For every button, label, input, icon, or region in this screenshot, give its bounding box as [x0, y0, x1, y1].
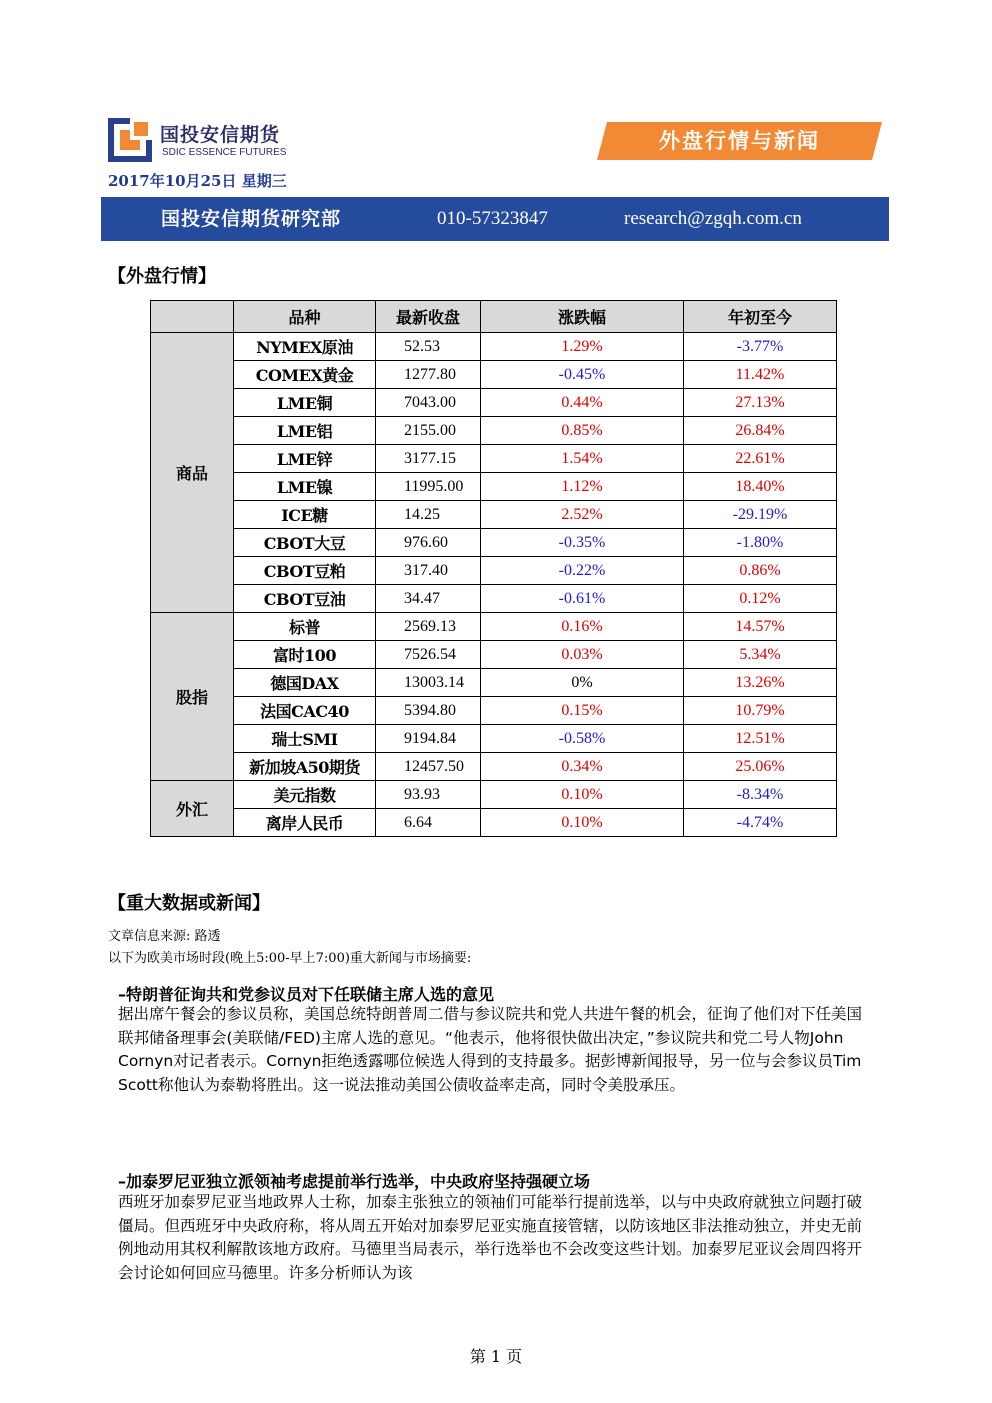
close-price-cell: 317.40: [376, 557, 481, 585]
change-cell: -0.58%: [481, 725, 684, 753]
variety-name-cell: LME锌: [234, 445, 376, 473]
ytd-cell: 0.86%: [684, 557, 837, 585]
page-number: 第 1 页: [469, 1347, 523, 1366]
variety-name-cell: 瑞士SMI: [234, 725, 376, 753]
phone-number: 010-57323847: [437, 208, 548, 229]
ytd-cell: -3.77%: [684, 333, 837, 361]
close-price-cell: 52.53: [376, 333, 481, 361]
table-row: [151, 473, 837, 501]
close-price-cell: 34.47: [376, 585, 481, 613]
variety-name-cell: LME镍: [234, 473, 376, 501]
market-section-title: 【外盘行情】: [108, 266, 216, 287]
table-row: [151, 613, 837, 641]
header-change: 涨跌幅: [481, 301, 684, 333]
change-cell: 0.16%: [481, 613, 684, 641]
change-cell: -0.61%: [481, 585, 684, 613]
news-source: 文章信息来源: 路透: [108, 929, 221, 944]
close-price-cell: 7526.54: [376, 641, 481, 669]
logo-mark-icon: [108, 118, 152, 162]
news-body: 据出席午餐会的参议员称，美国总统特朗普周二借与参议院共和党人共进午餐的机会，征询了他们对下任美国联邦储备理事会(美联储/FED)主席人选的意见。“他表示，他将很快做出决定，”参议院共和党二号人物John Cornyn对记者表示。Cornyn拒绝透露哪位候选人得到的支持最多。据彭博新闻报导，另一位与会参议员Tim Scott称他认为泰勒将胜出。这一说法推动美国公债收益率走高，同时令美股承压。: [118, 1005, 863, 1094]
close-price-cell: 2155.00: [376, 417, 481, 445]
news-body: 西班牙加泰罗尼亚当地政界人士称，加泰主张独立的领袖们可能举行提前选举，以与中央政府就独立问题打破僵局。但西班牙中央政府称，将从周五开始对加泰罗尼亚实施直接管辖，以防该地区非法推动独立，并史无前例地动用其权利解散该地方政府。马德里当局表示，举行选举也不会改变这些计划。加泰罗尼亚议会周四将开会讨论如何回应马德里。许多分析师认为该: [118, 1193, 863, 1282]
report-date: 2017年10月25日 星期三: [108, 172, 287, 190]
variety-name-cell: 美元指数: [234, 781, 376, 809]
ytd-cell: 27.13%: [684, 389, 837, 417]
table-row: [151, 725, 837, 753]
change-cell: -0.35%: [481, 529, 684, 557]
header-close: 最新收盘: [376, 301, 481, 333]
table-header-row: [151, 301, 837, 333]
variety-name-cell: COMEX黄金: [234, 361, 376, 389]
ytd-cell: 14.57%: [684, 613, 837, 641]
ytd-cell: 5.34%: [684, 641, 837, 669]
variety-name-cell: CBOT豆油: [234, 585, 376, 613]
close-price-cell: 1277.80: [376, 361, 481, 389]
close-price-cell: 976.60: [376, 529, 481, 557]
variety-name-cell: 富时100: [234, 641, 376, 669]
change-cell: 2.52%: [481, 501, 684, 529]
email-address[interactable]: research@zgqh.com.cn: [624, 208, 802, 229]
close-price-cell: 5394.80: [376, 697, 481, 725]
table-body: [151, 333, 837, 837]
close-price-cell: 9194.84: [376, 725, 481, 753]
category-cell: 股指: [151, 613, 234, 781]
table-row: [151, 333, 837, 361]
table-row: [151, 585, 837, 613]
ytd-cell: 22.61%: [684, 445, 837, 473]
table-corner-cell: [151, 301, 234, 333]
table-row: [151, 557, 837, 585]
header-variety: 品种: [234, 301, 376, 333]
category-cell: 外汇: [151, 781, 234, 837]
ytd-cell: 11.42%: [684, 361, 837, 389]
close-price-cell: 11995.00: [376, 473, 481, 501]
variety-name-cell: LME铜: [234, 389, 376, 417]
variety-name-cell: 新加坡A50期货: [234, 753, 376, 781]
ytd-cell: 0.12%: [684, 585, 837, 613]
table-row: [151, 389, 837, 417]
ytd-cell: 26.84%: [684, 417, 837, 445]
contact-bar: [101, 197, 889, 241]
close-price-cell: 12457.50: [376, 753, 481, 781]
close-price-cell: 93.93: [376, 781, 481, 809]
ytd-cell: 25.06%: [684, 753, 837, 781]
table-row: [151, 753, 837, 781]
variety-name-cell: 离岸人民币: [234, 809, 376, 837]
news-title: –加泰罗尼亚独立派领袖考虑提前举行选举，中央政府坚持强硬立场: [118, 1172, 591, 1191]
news-title: –特朗普征询共和党参议员对下任联储主席人选的意见: [118, 985, 495, 1004]
close-price-cell: 14.25: [376, 501, 481, 529]
variety-name-cell: NYMEX原油: [234, 333, 376, 361]
table-row: [151, 781, 837, 809]
change-cell: -0.45%: [481, 361, 684, 389]
category-cell: 商品: [151, 333, 234, 613]
banner-title: 外盘行情与新闻: [659, 128, 820, 153]
close-price-cell: 3177.15: [376, 445, 481, 473]
table-row: [151, 809, 837, 837]
table-row: [151, 445, 837, 473]
change-cell: 0.03%: [481, 641, 684, 669]
table-row: [151, 641, 837, 669]
ytd-cell: 12.51%: [684, 725, 837, 753]
ytd-cell: -8.34%: [684, 781, 837, 809]
ytd-cell: 10.79%: [684, 697, 837, 725]
change-cell: 1.54%: [481, 445, 684, 473]
variety-name-cell: CBOT豆粕: [234, 557, 376, 585]
change-cell: 0%: [481, 669, 684, 697]
company-logo: [108, 118, 298, 166]
change-cell: 0.34%: [481, 753, 684, 781]
department-name: 国投安信期货研究部: [161, 208, 342, 230]
variety-name-cell: 标普: [234, 613, 376, 641]
table-row: [151, 529, 837, 557]
news-intro: 以下为欧美市场时段(晚上5:00-早上7:00)重大新闻与市场摘要:: [108, 951, 472, 966]
change-cell: 0.15%: [481, 697, 684, 725]
report-banner: [597, 122, 882, 160]
change-cell: 0.10%: [481, 781, 684, 809]
change-cell: 0.10%: [481, 809, 684, 837]
table-row: [151, 361, 837, 389]
change-cell: 1.29%: [481, 333, 684, 361]
logo-english-name: SDIC ESSENCE FUTURES: [162, 147, 287, 158]
change-cell: 1.12%: [481, 473, 684, 501]
ytd-cell: -4.74%: [684, 809, 837, 837]
change-cell: 0.44%: [481, 389, 684, 417]
market-table: [150, 300, 837, 837]
header-ytd: 年初至今: [684, 301, 837, 333]
close-price-cell: 2569.13: [376, 613, 481, 641]
news-section-title: 【重大数据或新闻】: [108, 893, 270, 914]
table-row: [151, 417, 837, 445]
logo-chinese-name: 国投安信期货: [160, 124, 281, 146]
variety-name-cell: LME铝: [234, 417, 376, 445]
variety-name-cell: 德国DAX: [234, 669, 376, 697]
table-row: [151, 697, 837, 725]
close-price-cell: 13003.14: [376, 669, 481, 697]
close-price-cell: 6.64: [376, 809, 481, 837]
ytd-cell: 18.40%: [684, 473, 837, 501]
change-cell: 0.85%: [481, 417, 684, 445]
table-row: [151, 669, 837, 697]
ytd-cell: -29.19%: [684, 501, 837, 529]
ytd-cell: 13.26%: [684, 669, 837, 697]
change-cell: -0.22%: [481, 557, 684, 585]
variety-name-cell: ICE糖: [234, 501, 376, 529]
variety-name-cell: 法国CAC40: [234, 697, 376, 725]
ytd-cell: -1.80%: [684, 529, 837, 557]
close-price-cell: 7043.00: [376, 389, 481, 417]
variety-name-cell: CBOT大豆: [234, 529, 376, 557]
table-row: [151, 501, 837, 529]
